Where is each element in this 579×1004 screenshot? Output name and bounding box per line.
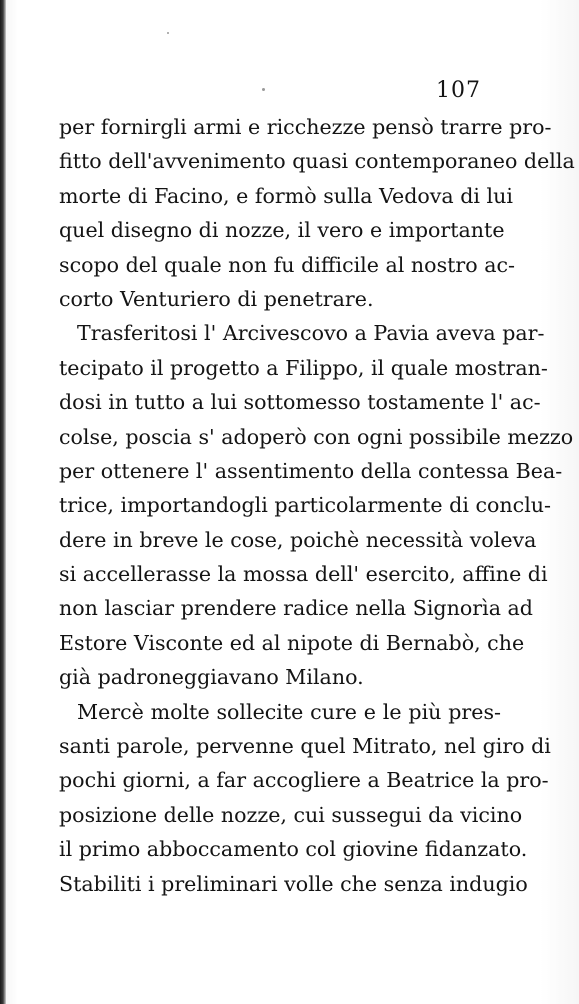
- text-line: dosi in tutto a lui sottomesso tostamente l' ac-: [59, 390, 541, 415]
- binding-edge: [0, 0, 6, 1004]
- text-line: tecipato il progetto a Filippo, il quale mostran-: [59, 355, 548, 380]
- text-line: Estore Visconte ed al nipote di Bernabò, che: [59, 630, 525, 655]
- text-line: quel disegno di nozze, il vero e importante: [59, 218, 505, 243]
- speck-mark: [262, 88, 265, 91]
- text-line: trice, importandogli particolarmente di conclu-: [59, 493, 552, 518]
- text-line: morte di Facino, e formò sulla Vedova di lui: [59, 183, 513, 208]
- paragraph-1: [59, 110, 575, 316]
- text-line: Stabiliti i preliminari volle che senza indugio: [59, 871, 528, 896]
- text-line: scopo del quale non fu difficile al nostro ac-: [59, 252, 515, 277]
- speck-mark: [167, 32, 169, 34]
- text-line: Mercè molte sollecite cure e le più pres-: [77, 699, 501, 724]
- text-line: corto Venturiero di penetrare.: [59, 286, 374, 311]
- paragraph-3: [59, 695, 551, 901]
- text-line: Trasferitosi l' Arcivescovo a Pavia aveva par-: [77, 321, 545, 346]
- body-text: [59, 110, 575, 901]
- paragraph-2: [59, 316, 574, 694]
- text-line: il primo abboccamento col giovine fidanzato.: [59, 837, 528, 862]
- text-line: per fornirgli armi e ricchezze pensò trarre pro-: [59, 115, 552, 139]
- text-line: già padroneggiavano Milano.: [59, 665, 364, 690]
- text-line: per ottenere l' assentimento della contessa Bea-: [59, 458, 563, 483]
- text-line: fitto dell'avvenimento quasi contemporaneo della: [59, 149, 575, 174]
- text-line: pochi giorni, a far accogliere a Beatrice la pro-: [59, 768, 549, 793]
- text-line: colse, poscia s' adoperò con ogni possibile mezzo: [59, 424, 574, 449]
- text-line: si accellerasse la mossa dell' esercito, affine di: [59, 562, 548, 587]
- page-number: 107: [436, 78, 481, 103]
- text-line: santi parole, pervenne quel Mitrato, nel giro di: [59, 734, 551, 759]
- text-line: dere in breve le cose, poichè necessità voleva: [59, 527, 537, 552]
- text-line: non lasciar prendere radice nella Signorìa ad: [59, 596, 533, 621]
- text-line: posizione delle nozze, cui sussegui da vicino: [59, 802, 523, 827]
